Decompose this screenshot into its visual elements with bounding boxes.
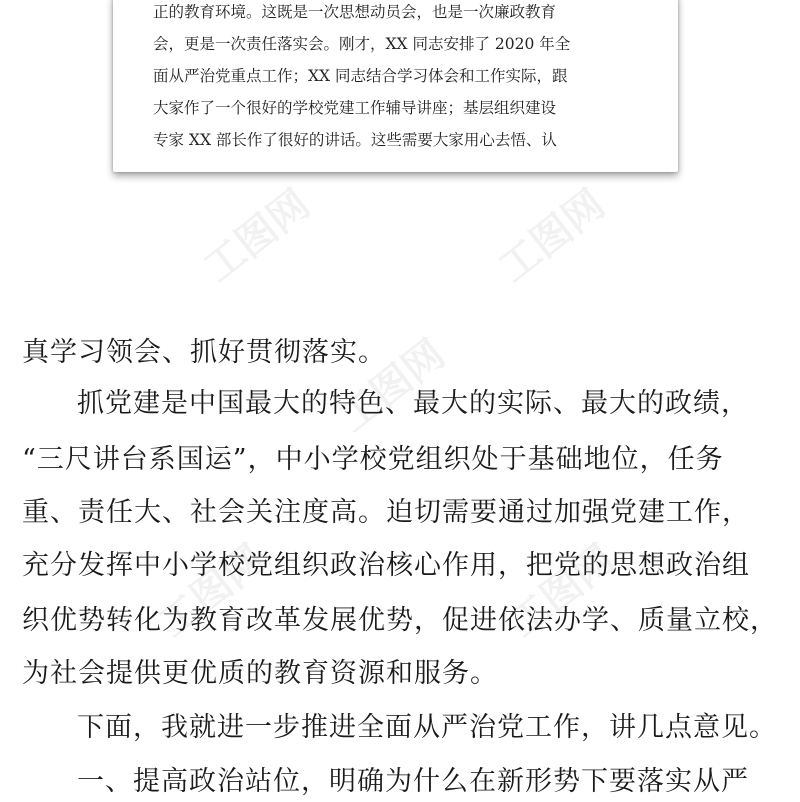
paragraph-line: 真学习领会、抓好贯彻落实。 [22,337,386,368]
paragraph-line: 一、提高政治站位，明确为什么在新形势下要落实从严 [77,766,749,797]
watermark-logo: 工图网 [490,181,614,292]
paragraph-line: 织优势转化为教育改革发展优势，促进依法办学、质量立校， [22,605,778,636]
preview-line: 专家 XX 部长作了很好的讲话。这些需要大家用心去悟、认 [153,131,557,149]
paragraph-line: 下面，我就进一步推进全面从严治党工作，讲几点意见。 [77,712,777,743]
paragraph-line: 抓党建是中国最大的特色、最大的实际、最大的政绩， [77,388,749,419]
preview-line: 大家作了一个很好的学校党建工作辅导讲座；基层组织建设 [153,99,557,117]
watermark-logo: 工图网 [500,536,624,647]
preview-line: 会，更是一次责任落实会。刚才，XX 同志安排了 2020 年全 [153,35,571,53]
watermark-logo: 工图网 [195,181,319,292]
preview-line: 正的教育环境。这既是一次思想动员会，也是一次廉政教育 [153,3,557,21]
watermark-logo: 工图网 [150,536,274,647]
preview-line: 面从严治党重点工作；XX 同志结合学习体会和工作实际，跟 [153,67,568,85]
watermark-logo: 工图网 [330,331,454,442]
paragraph-line: “三尺讲台系国运”，中小学校党组织处于基础地位，任务 [22,444,724,475]
paragraph-line: 重、责任大、社会关注度高。迫切需要通过加强党建工作， [22,497,750,528]
document-preview-card [113,0,678,172]
paragraph-line: 为社会提供更优质的教育资源和服务。 [22,658,498,689]
paragraph-line: 充分发挥中小学校党组织政治核心作用，把党的思想政治组 [22,550,750,581]
